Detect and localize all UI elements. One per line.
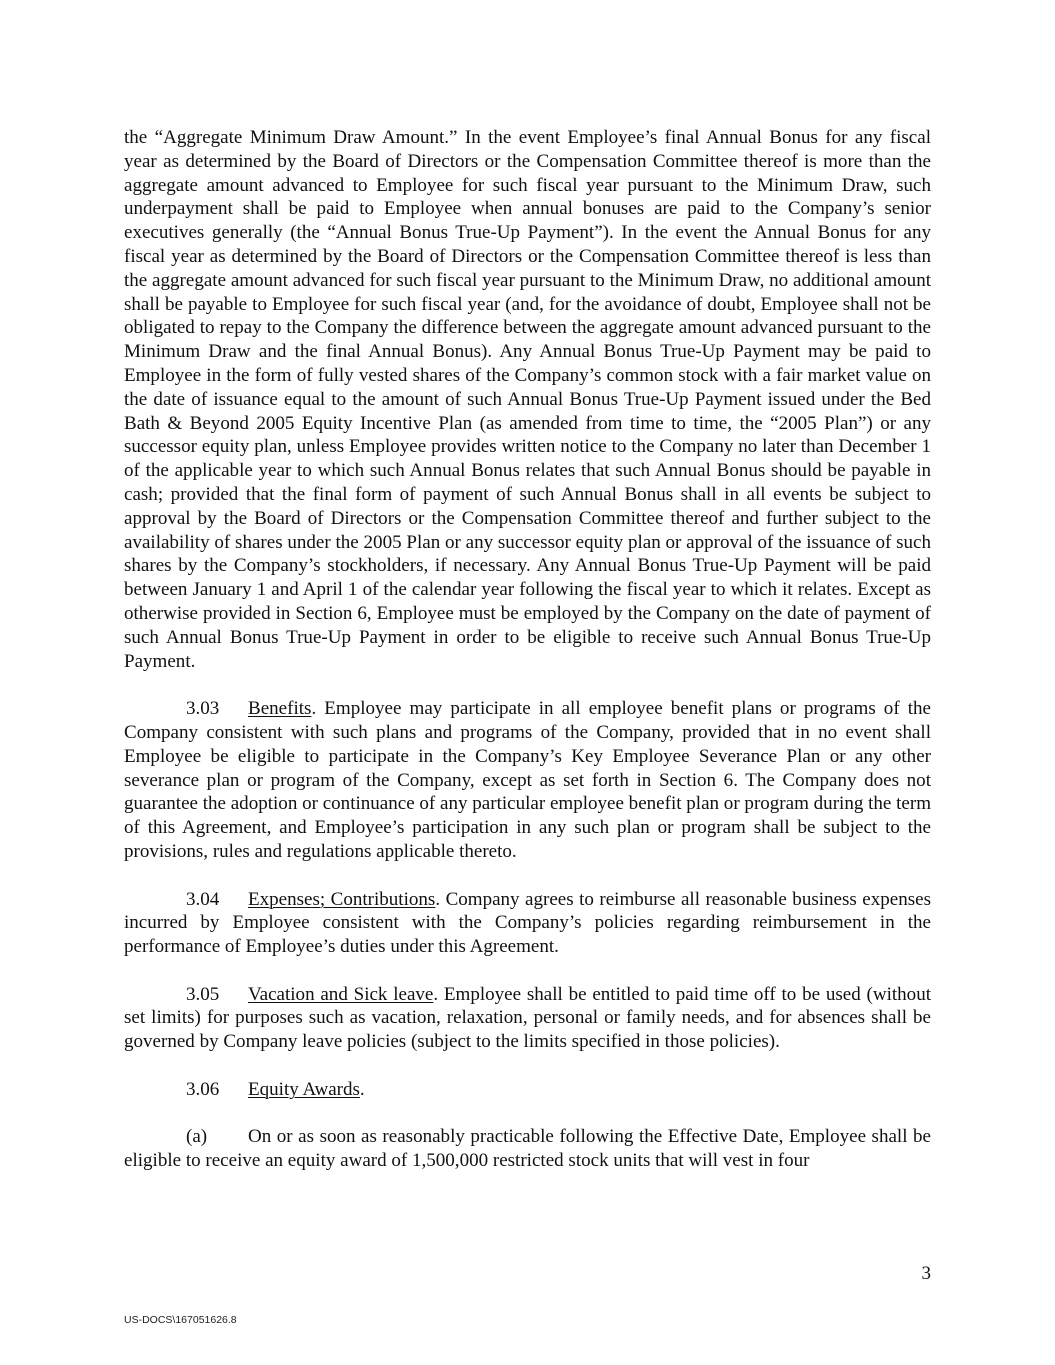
heading-suffix: . xyxy=(311,698,317,720)
section-heading: Vacation and Sick leave xyxy=(248,983,434,1005)
section-number: 3.05 xyxy=(186,983,220,1005)
subsection-a xyxy=(124,1125,931,1173)
section-body: Employee may participate in all employee benefit plans or programs of the Company consistent with such plans and programs of the Company, provided that in no event shall Employee be eligible to participate in the Company’s Key Employee Severance Plan or any other severance plan or program of the Company, except as set forth in Section 6. The Company does not guarantee the adoption or continuance of any particular employee benefit plan or program during the term of this Agreement, and Employee’s participation in any such plan or program shall be subject to the provisions, rules and regulations applicable thereto. xyxy=(124,698,931,862)
page-number: 3 xyxy=(921,1263,931,1284)
section-heading: Equity Awards xyxy=(248,1078,360,1100)
section-3-03 xyxy=(124,697,931,864)
section-3-05 xyxy=(124,983,931,1054)
subsection-body: On or as soon as reasonably practicable following the Effective Date, Employee shall be eligible to receive an equity award of 1,500,000 restricted stock units that will vest in four xyxy=(124,1126,931,1172)
section-body: Employee shall be entitled to paid time off to be used (without set limits) for purposes such as vacation, relaxation, personal or family needs, and for absences shall be governed by Company leave policies (subject to the limits specified in those policies). xyxy=(124,983,931,1053)
section-number: 3.03 xyxy=(186,698,220,720)
heading-suffix: . xyxy=(359,1078,365,1100)
section-body: Company agrees to reimburse all reasonable business expenses incurred by Employee consistent with the Company’s policies regarding reimbursement in the performance of Employee’s duties under this Agreement. xyxy=(124,888,931,958)
heading-suffix: . xyxy=(435,888,441,910)
section-3-06 xyxy=(124,1078,931,1102)
document-id: US-DOCS\167051626.8 xyxy=(124,1314,237,1326)
subsection-label: (a) xyxy=(186,1126,208,1148)
document-body xyxy=(124,126,931,1197)
opening-paragraph: the “Aggregate Minimum Draw Amount.” In the event Employee’s final Annual Bonus for any fiscal year as determined by the Board of Directors or the Compensation Committee thereof is more than the aggregate amount advanced to Employee for such fiscal year pursuant to the Minimum Draw, such underpayment shall be paid to Employee when annual bonuses are paid to the Company’s senior executives generally (the “Annual Bonus True-Up Payment”). In the event the Annual Bonus for any fiscal year as determined by the Board of Directors or the Compensation Committee thereof is less than the aggregate amount advanced for such fiscal year pursuant to the Minimum Draw, no additional amount shall be payable to Employee for such fiscal year (and, for the avoidance of doubt, Employee shall not be obligated to repay to the Company the difference between the aggregate amount advanced pursuant to the Minimum Draw and the final Annual Bonus). Any Annual Bonus True-Up Payment may be paid to Employee in the form of fully vested shares of the Company’s common stock with a fair market value on the date of issuance equal to the amount of such Annual Bonus True-Up Payment issued under the Bed Bath & Beyond 2005 Equity Incentive Plan (as amended from time to time, the “2005 Plan”) or any successor equity plan, unless Employee provides written notice to the Company no later than December 1 of the applicable year to which such Annual Bonus relates that such Annual Bonus should be payable in cash; provided that the final form of payment of such Annual Bonus shall in all events be subject to approval by the Board of Directors or the Compensation Committee thereof and further subject to the availability of shares under the 2005 Plan or any successor equity plan or approval of the issuance of such shares by the Company’s stockholders, if necessary. Any Annual Bonus True-Up Payment will be paid between January 1 and April 1 of the calendar year following the fiscal year to which it relates. Except as otherwise provided in Section 6, Employee must be employed by the Company on the date of payment of such Annual Bonus True-Up Payment in order to be eligible to receive such Annual Bonus True-Up Payment. xyxy=(124,127,931,672)
heading-suffix: . xyxy=(433,983,439,1005)
section-number: 3.06 xyxy=(186,1078,220,1100)
section-3-04 xyxy=(124,888,931,959)
section-number: 3.04 xyxy=(186,888,220,910)
section-heading: Expenses; Contributions xyxy=(248,888,436,910)
section-heading: Benefits xyxy=(248,698,312,720)
